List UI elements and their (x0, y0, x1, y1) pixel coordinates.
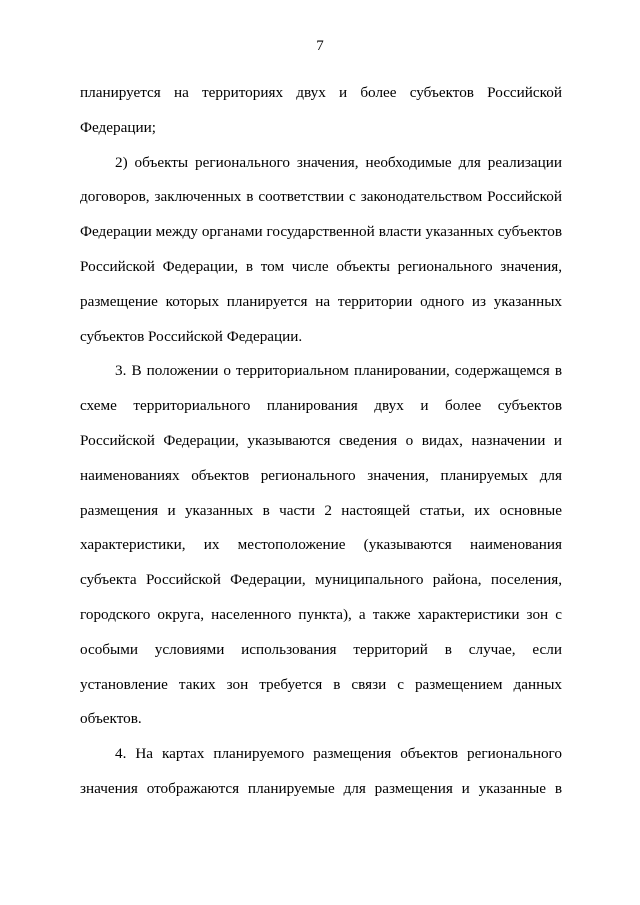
text-line: особыми условиями использования территорий в случае, если (80, 640, 562, 658)
text-line: 3. В положении о территориальном планировании, содержащемся в (115, 362, 562, 380)
text-line: Российской Федерации, указываются сведения о видах, назначении и (80, 431, 562, 449)
text-line: значения отображаются планируемые для размещения и указанные в (80, 779, 562, 797)
text-line: Федерации; (80, 118, 156, 136)
text-line: размещение которых планируется на территории одного из указанных (80, 292, 562, 310)
text-line: 2) объекты регионального значения, необходимые для реализации (115, 153, 562, 171)
document-body (80, 76, 562, 807)
text-line: Федерации между органами государственной власти указанных субъектов (80, 223, 562, 241)
text-line: установление таких зон требуется в связи с размещением данных (80, 675, 562, 693)
paragraph-continuation (80, 76, 562, 146)
text-line: 4. На картах планируемого размещения объектов регионального (115, 745, 562, 763)
text-line: субъектов Российской Федерации. (80, 327, 303, 345)
text-line: городского округа, населенного пункта), а также характеристики зон с (80, 605, 562, 623)
paragraph-point-3 (80, 354, 562, 737)
paragraph-item-2 (80, 146, 562, 355)
text-line: договоров, заключенных в соответствии с законодательством Российской (80, 188, 562, 206)
text-line: Российской Федерации, в том числе объекты регионального значения, (80, 257, 562, 275)
text-line: схеме территориального планирования двух и более субъектов (80, 397, 562, 415)
text-line: размещения и указанных в части 2 настоящей статьи, их основные (80, 501, 562, 519)
text-line: субъекта Российской Федерации, муниципального района, поселения, (80, 571, 562, 589)
page-number: 7 (316, 38, 324, 54)
text-line: объектов. (80, 710, 142, 728)
text-line: планируется на территориях двух и более субъектов Российской (80, 84, 562, 101)
paragraph-point-4 (80, 737, 562, 807)
text-line: характеристики, их местоположение (указываются наименования (80, 536, 562, 554)
text-line: наименованиях объектов регионального значения, планируемых для (80, 466, 562, 484)
